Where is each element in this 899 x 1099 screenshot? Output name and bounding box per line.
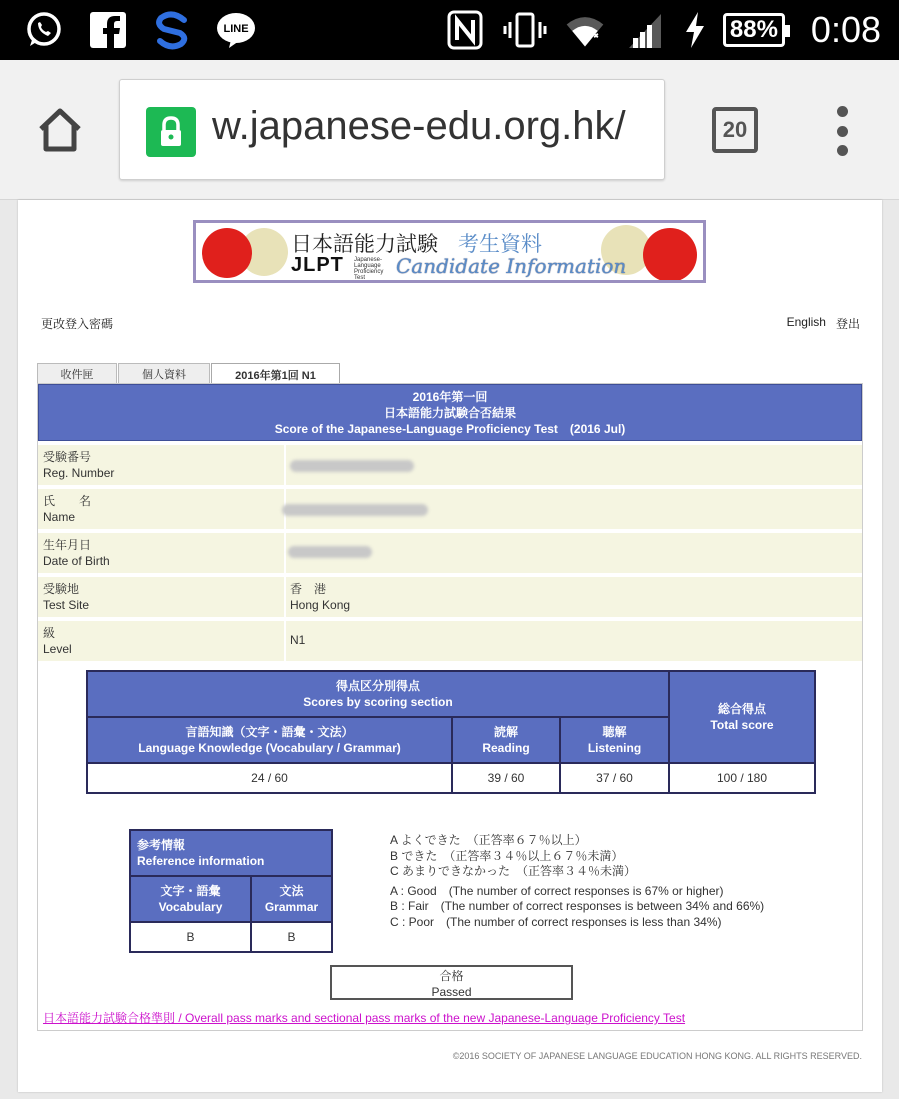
logout-link[interactable]: 登出 bbox=[835, 317, 860, 331]
address-bar[interactable] bbox=[119, 79, 665, 180]
dob-row: 生年月日 Date of Birth bbox=[38, 533, 862, 573]
overflow-menu-button[interactable] bbox=[830, 106, 854, 156]
reg-number-row: 受験番号 Reg. Number bbox=[38, 445, 862, 485]
signal-icon bbox=[623, 8, 667, 52]
battery-indicator: 88% bbox=[723, 13, 785, 47]
svg-text:LINE: LINE bbox=[223, 23, 249, 35]
s-app-icon bbox=[150, 8, 194, 52]
wifi-icon bbox=[563, 8, 607, 52]
test-site-row: 受験地 Test Site 香 港 Hong Kong bbox=[38, 577, 862, 617]
pass-marks-link[interactable]: 日本語能力試験合格準則 / Overall pass marks and sectional pass marks of the new Japanese-Language Proficiency Test bbox=[43, 1011, 686, 1025]
english-link[interactable]: English bbox=[786, 315, 826, 329]
whatsapp-icon bbox=[22, 8, 66, 52]
redacted-value bbox=[288, 546, 372, 558]
top-right-links bbox=[787, 315, 860, 332]
grammar-grade: B bbox=[251, 922, 332, 952]
facebook-icon bbox=[86, 8, 130, 52]
tab-inbox[interactable]: 收件匣 bbox=[37, 363, 117, 384]
grade-legend: A よくできた （正答率６７％以上） B できた （正答率３４％以上６７％未満） C あまりできなかった （正答率３４％未満） A : Good (The number of correct responses is 67% or higher) B : Fair (The number of correct responses is between 34% and 66%) C : Poor (The number of correct responses is less than 34%) bbox=[390, 833, 765, 929]
tab-exam-result[interactable]: 2016年第1回 N1 bbox=[211, 363, 340, 385]
redacted-value bbox=[290, 460, 414, 472]
level-row: 級 Level N1 bbox=[38, 621, 862, 661]
home-icon bbox=[35, 105, 85, 155]
change-password-link[interactable]: 更改登入密碼 bbox=[41, 317, 114, 331]
listening-score: 37 / 60 bbox=[560, 763, 669, 793]
charging-icon bbox=[683, 8, 707, 52]
reference-table: 参考情報 Reference information 文字・語彙 Vocabulary 文法 Grammar B B bbox=[129, 829, 333, 953]
home-button[interactable] bbox=[30, 100, 90, 160]
red-circle-right bbox=[643, 228, 697, 282]
vibrate-icon bbox=[503, 8, 547, 52]
lock-icon bbox=[146, 107, 196, 157]
copyright-footer: ©2016 SOCIETY OF JAPANESE LANGUAGE EDUCATION HONG KONG. ALL RIGHTS RESERVED. bbox=[452, 1051, 862, 1061]
banner-jlpt-sub: Japanese-Language Proficiency Test bbox=[354, 257, 384, 281]
url-text: w.japanese-edu.org.hk/ bbox=[212, 104, 626, 148]
nfc-icon bbox=[443, 8, 487, 52]
result-title: 2016年第一回 日本語能力試験合否結果 Score of the Japanese-Language Proficiency Test (2016 Jul) bbox=[38, 384, 862, 441]
tab-switcher-button[interactable]: 20 bbox=[712, 107, 758, 153]
android-status-bar bbox=[0, 0, 899, 60]
line-icon bbox=[214, 8, 258, 52]
banner-title-jp: 日本語能力試験 bbox=[291, 232, 438, 256]
banner-jlpt: JLPT bbox=[291, 254, 344, 276]
clock: 0:08 bbox=[810, 9, 881, 50]
language-knowledge-score: 24 / 60 bbox=[87, 763, 452, 793]
pass-status: 合格 Passed bbox=[330, 965, 573, 1000]
banner-title-cn: 考生資料 bbox=[458, 233, 542, 256]
browser-toolbar bbox=[0, 60, 899, 200]
name-row: 氏 名 Name bbox=[38, 489, 862, 529]
banner-title-en: Candidate Information bbox=[396, 254, 627, 278]
web-page bbox=[18, 200, 882, 1092]
tab-personal-info[interactable]: 個人資料 bbox=[118, 363, 210, 384]
scores-table: 得点区分別得点 Scores by scoring section 総合得点 Total score 言語知識（文字・語彙・文法） Language Knowledge (Vocabulary / Grammar) 読解 Reading 聴解 Listening 24 / 60 39 / 60 37 / 60 100 / 180 bbox=[86, 670, 816, 794]
jlpt-banner bbox=[193, 220, 706, 283]
result-card bbox=[37, 383, 863, 1031]
vocabulary-grade: B bbox=[130, 922, 251, 952]
red-circle-left bbox=[202, 228, 252, 278]
total-score: 100 / 180 bbox=[669, 763, 815, 793]
redacted-value bbox=[282, 504, 428, 516]
reading-score: 39 / 60 bbox=[452, 763, 560, 793]
